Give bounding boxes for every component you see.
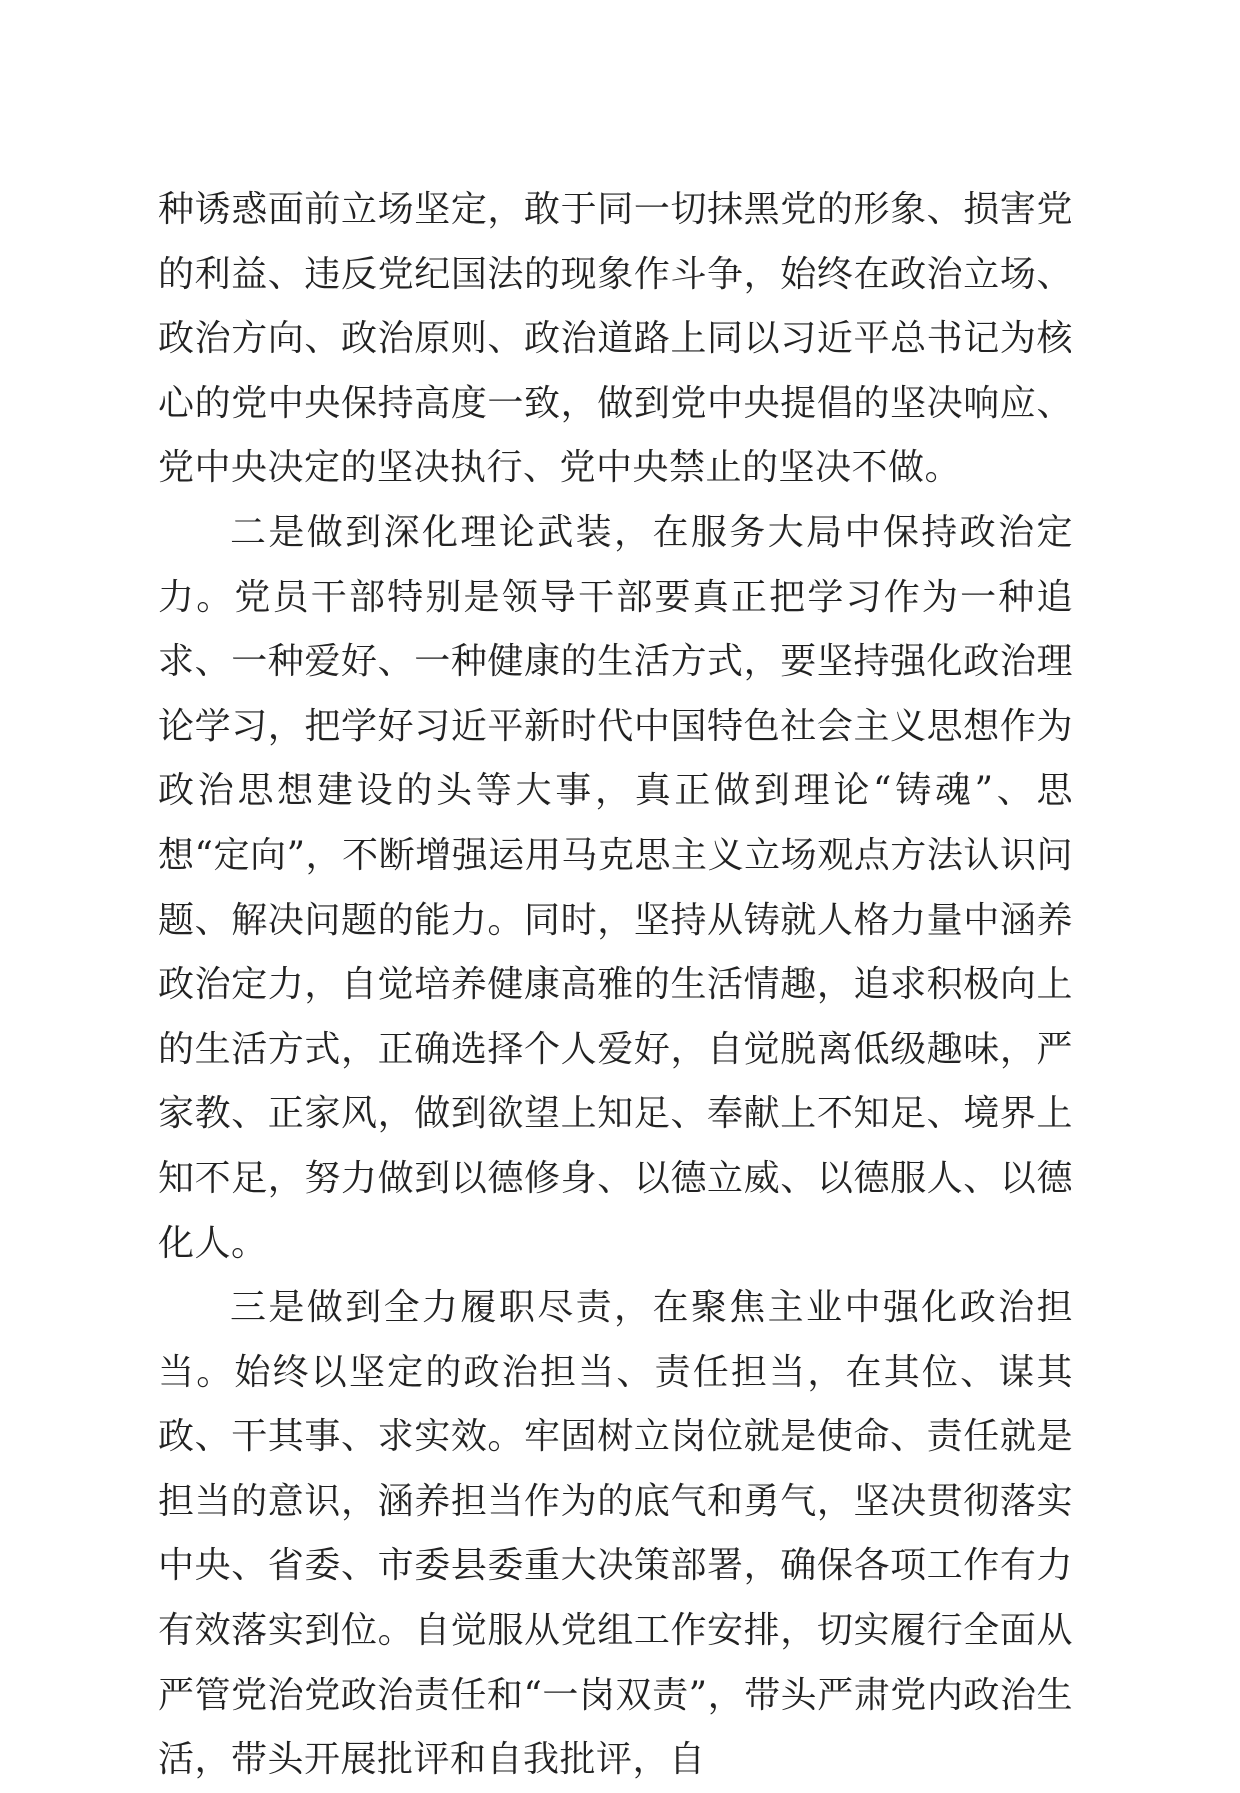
paragraph-duty-responsibility: 三是做到全力履职尽责，在聚焦主业中强化政治担当。始终以坚定的政治担当、责任担当，在其位、谋其政、干其事、求实效。牢固树立岗位就是使命、责任就是担当的意识，涵养担当作为的底气和勇气，坚决贯彻落实中央、省委、市委县委重大决策部署，确保各项工作有力有效落实到位。自觉服从党组工作安排，切实履行全面从严管党治党政治责任和“一岗双责”，带头严肃党内政治生活，带头开展批评和自我批评，自 <box>158 1287 1073 1781</box>
paragraph-theory-armament: 二是做到深化理论武装，在服务大局中保持政治定力。党员干部特别是领导干部要真正把学习作为一种追求、一种爱好、一种健康的生活方式，要坚持强化政治理论学习，把学好习近平新时代中国特色社会主义思想作为政治思想建设的头等大事，真正做到理论“铸魂”、思想“定向”，不断增强运用马克思主义立场观点方法认识问题、解决问题的能力。同时，坚持从铸就人格力量中涵养政治定力，自觉培养健康高雅的生活情趣，追求积极向上的生活方式，正确选择个人爱好，自觉脱离低级趣味，严家教、正家风，做到欲望上知足、奉献上不知足、境界上知不足，努力做到以德修身、以德立威、以德服人、以德化人。 <box>158 511 1073 1264</box>
paragraph-continued: 种诱惑面前立场坚定，敢于同一切抹黑党的形象、损害党的利益、违反党纪国法的现象作斗争，始终在政治立场、政治方向、政治原则、政治道路上同以习近平总书记为核心的党中央保持高度一致，做到党中央提倡的坚决响应、党中央决定的坚决执行、党中央禁止的坚决不做。 <box>158 189 1073 489</box>
body-text <box>158 178 1073 1793</box>
